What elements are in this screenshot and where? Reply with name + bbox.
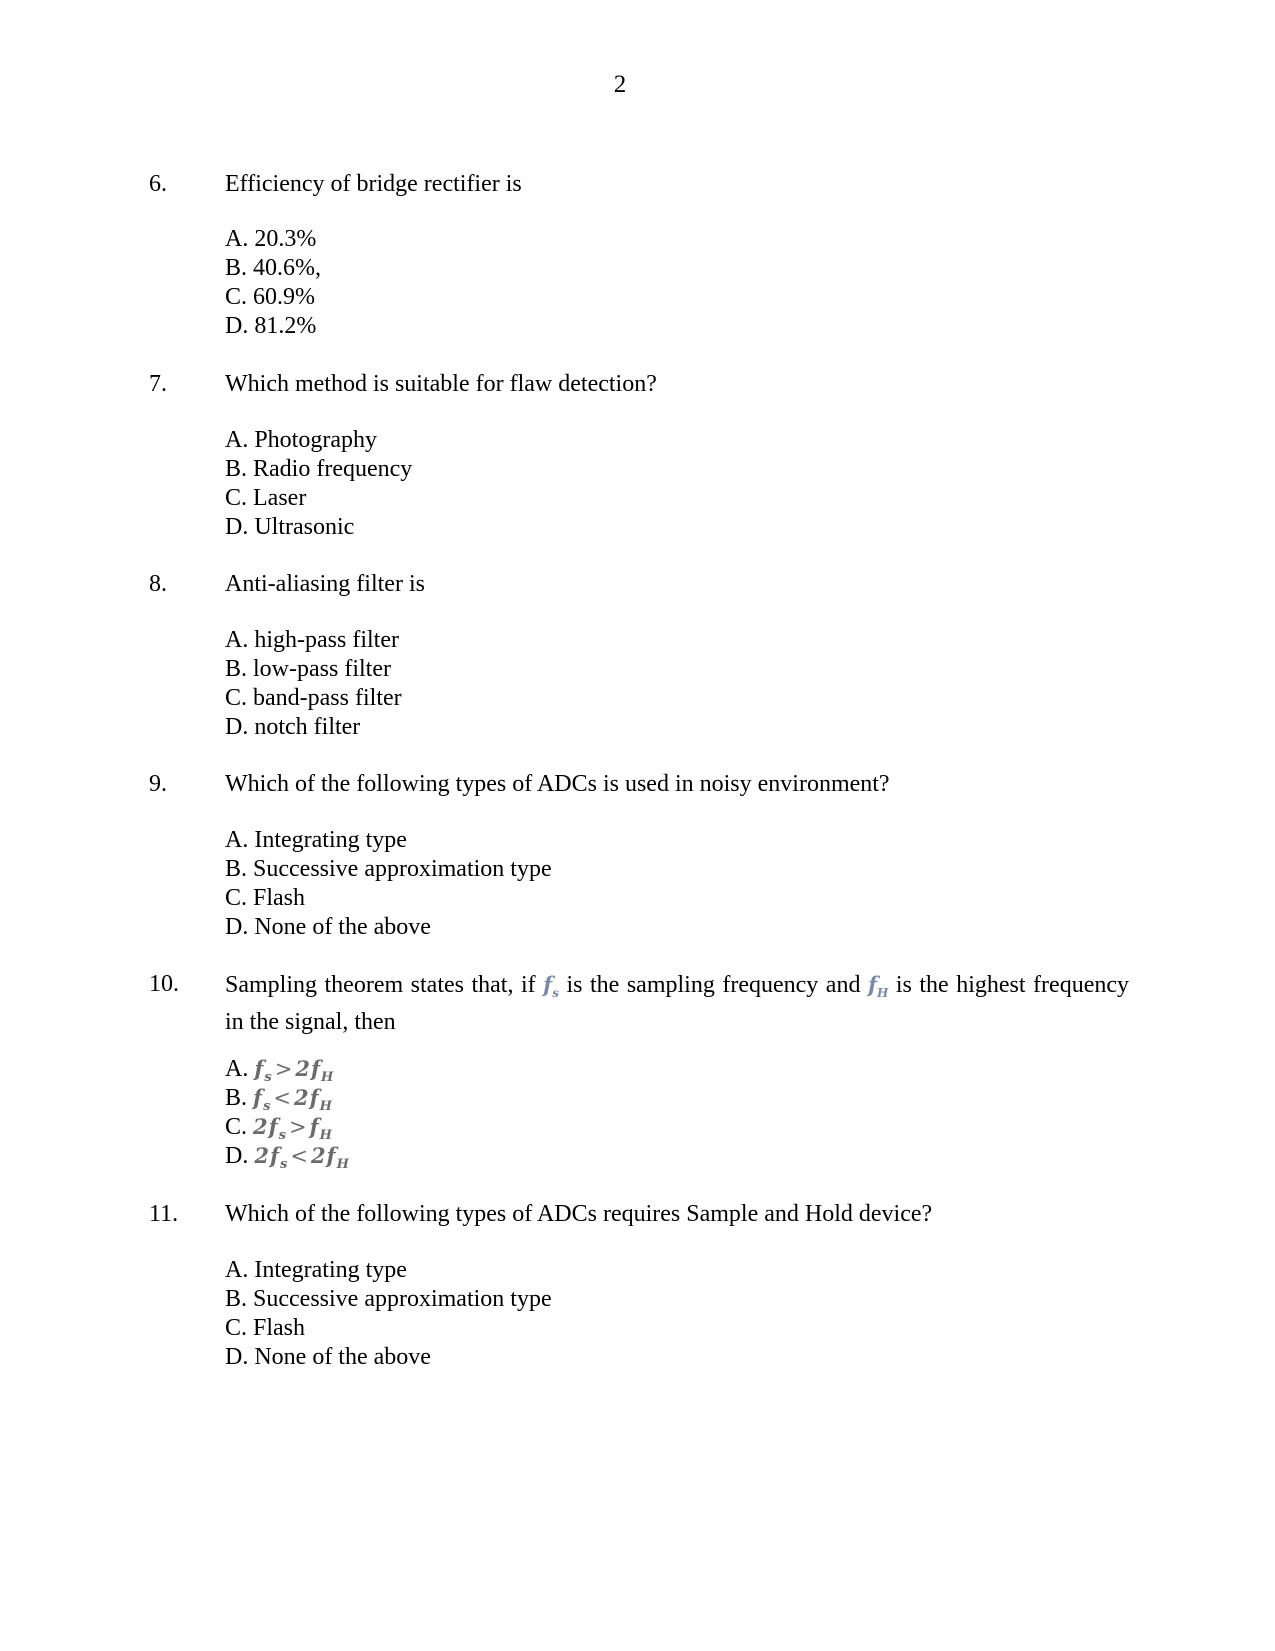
option-a: A. Integrating type — [225, 1257, 407, 1283]
option-b: B. Radio frequency — [225, 456, 413, 482]
option-d: D. 81.2% — [225, 313, 317, 339]
question-text: Anti-aliasing filter is — [225, 571, 425, 597]
question-text: Which of the following types of ADCs is used in noisy environment? — [225, 771, 890, 797]
formula: $2f_s>f_H$ — [253, 1114, 333, 1144]
question-number: 11. — [149, 1201, 179, 1227]
options-list — [225, 626, 1125, 742]
question-number: 9. — [149, 771, 167, 797]
question-number: 6. — [149, 171, 167, 197]
question-text: Efficiency of bridge rectifier is — [225, 171, 522, 197]
option-a: A. Photography — [225, 427, 377, 453]
option-c: C. Flash — [225, 1315, 306, 1341]
question-text: Which method is suitable for flaw detection? — [225, 371, 657, 397]
formula: $f_s>2f_H$ — [254, 1056, 335, 1086]
question-text: Which of the following types of ADCs requires Sample and Hold device? — [225, 1201, 933, 1227]
option-d: D. notch filter — [225, 714, 361, 740]
option-a: A. $f_s>2f_H$ — [225, 1056, 335, 1086]
option-b: B. low-pass filter — [225, 656, 391, 682]
options-list — [225, 426, 1125, 542]
option-c: C. 60.9% — [225, 284, 315, 310]
fs-symbol: $f_s$ — [543, 972, 559, 1001]
options-list — [225, 225, 1125, 341]
options-list — [225, 826, 1125, 942]
option-d: D. None of the above — [225, 1344, 431, 1370]
question-number: 7. — [149, 371, 167, 397]
question-number: 10. — [149, 971, 179, 997]
option-a: A. Integrating type — [225, 827, 407, 853]
fh-symbol: $f_H$ — [867, 972, 889, 1001]
option-b: B. Successive approximation type — [225, 1286, 552, 1312]
formula: $2f_s<2f_H$ — [254, 1143, 350, 1173]
page-number: 2 — [613, 71, 627, 98]
option-a: A. 20.3% — [225, 226, 317, 252]
option-a: A. high-pass filter — [225, 627, 399, 653]
option-b: B. $f_s<2f_H$ — [225, 1085, 333, 1115]
options-list — [225, 1054, 1125, 1173]
formula: $f_s<2f_H$ — [253, 1085, 333, 1115]
option-d: D. None of the above — [225, 914, 431, 940]
options-list — [225, 1256, 1125, 1372]
question-number: 8. — [149, 571, 167, 597]
option-c: C. band-pass filter — [225, 685, 402, 711]
option-d: D. Ultrasonic — [225, 514, 355, 540]
option-c: C. Laser — [225, 485, 307, 511]
option-c: C. Flash — [225, 885, 306, 911]
option-b: B. 40.6%, — [225, 255, 321, 281]
question-text: Sampling theorem states that, if $f_s$ is the sampling frequency and $f_H$ is the highest frequency in the signal, then — [225, 972, 1129, 1036]
option-c: C. $2f_s>f_H$ — [225, 1114, 333, 1144]
option-d: D. $2f_s<2f_H$ — [225, 1143, 350, 1173]
option-b: B. Successive approximation type — [225, 856, 552, 882]
